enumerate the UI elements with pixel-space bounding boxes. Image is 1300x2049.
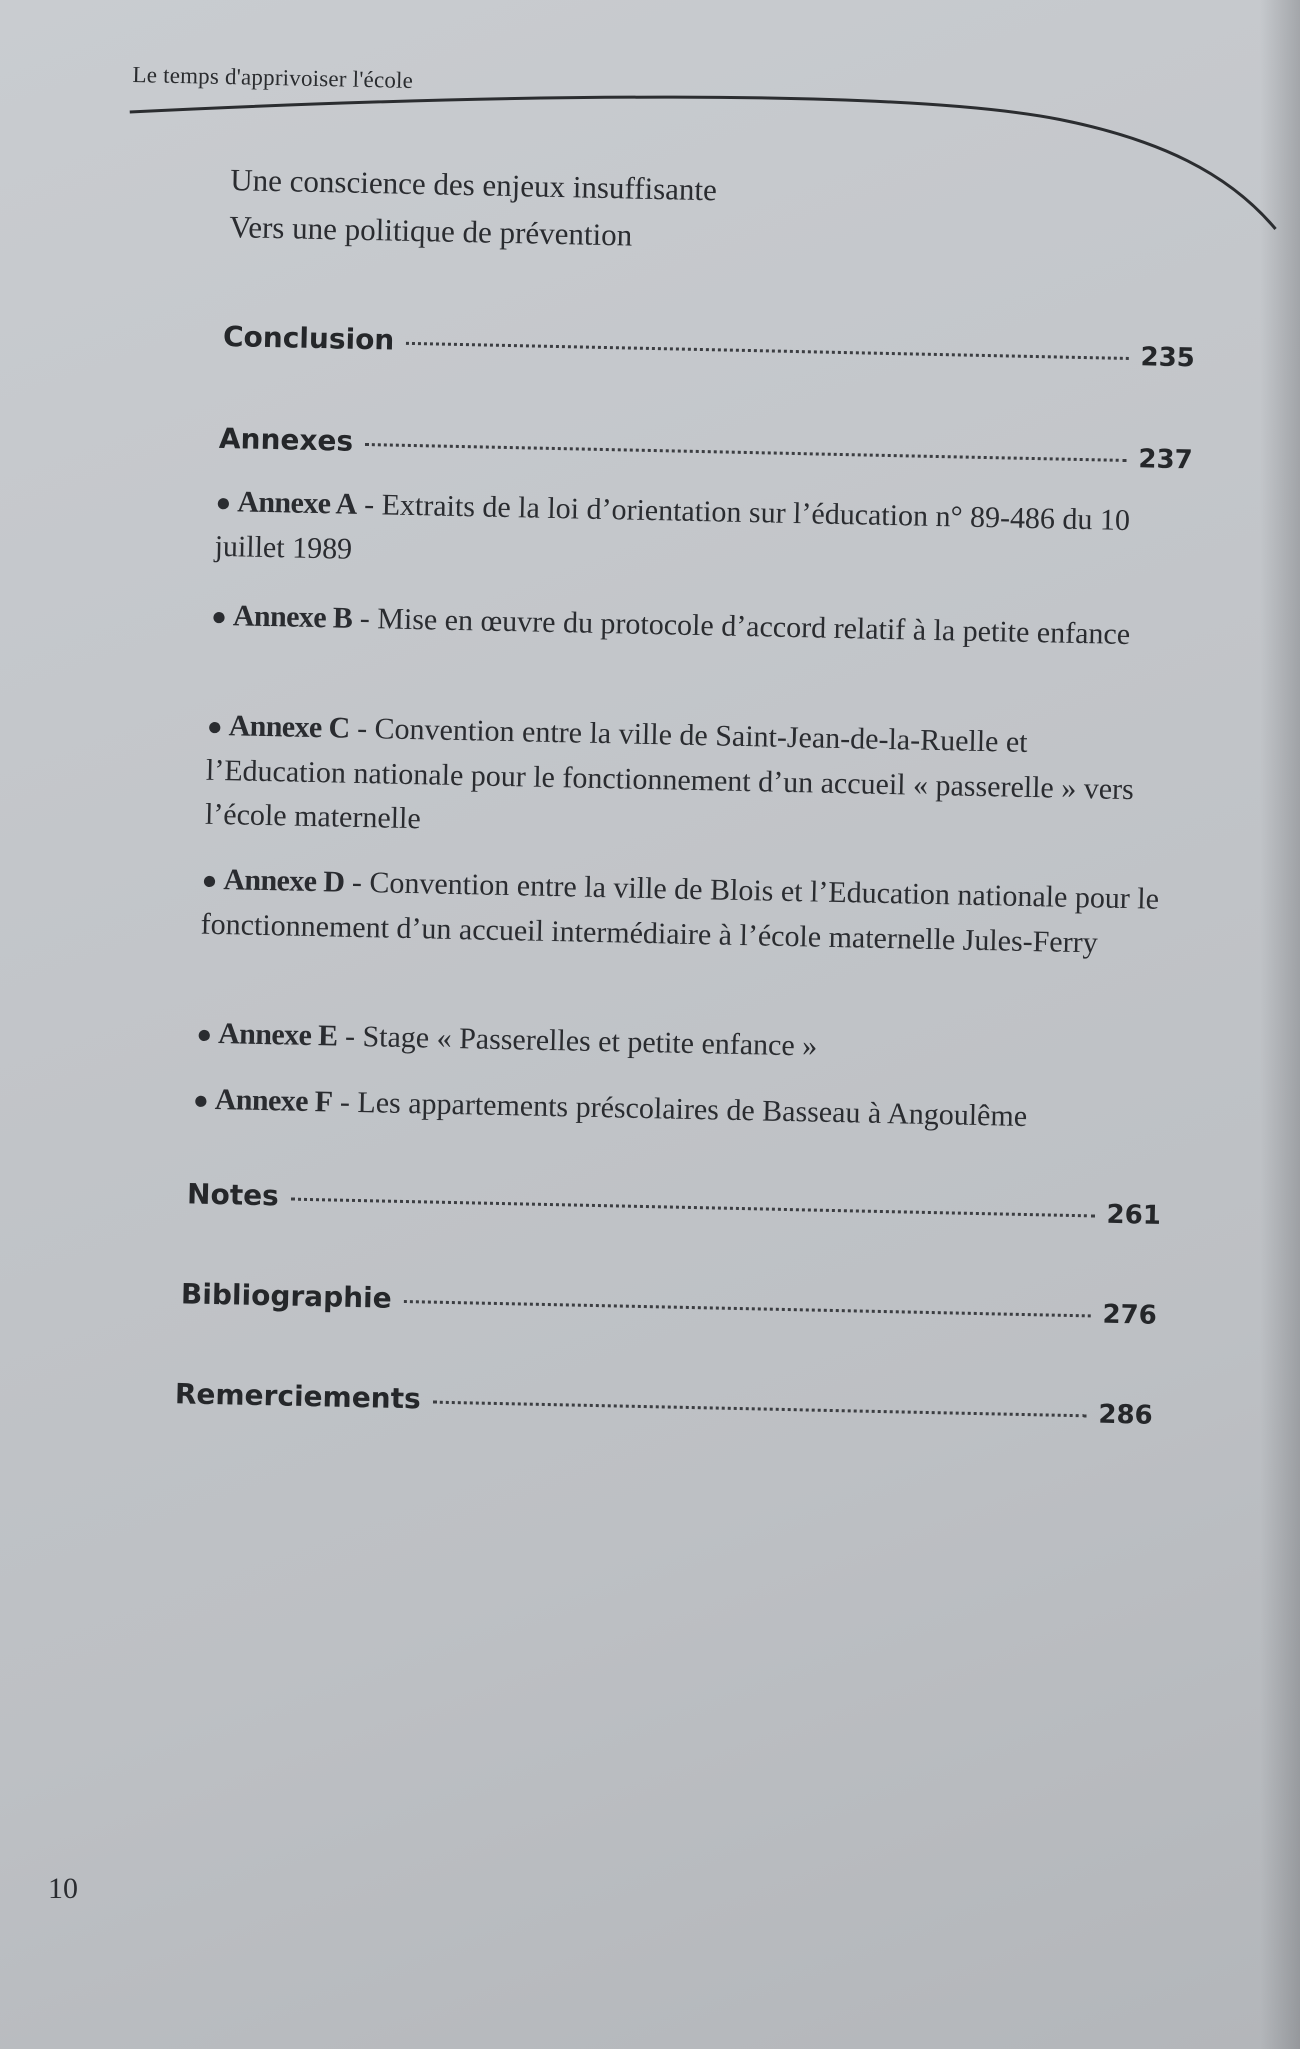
intro-line-1: Une conscience des enjeux insuffisante bbox=[229, 162, 718, 208]
running-header: Le temps d'apprivoiser l'école bbox=[132, 62, 414, 93]
annex-item-b bbox=[211, 594, 1174, 659]
toc-entry-bibliographie bbox=[181, 1277, 1157, 1330]
annex-description: - Mise en œuvre du protocole d’accord relatif à la petite enfance bbox=[351, 601, 1131, 652]
dot-leader bbox=[433, 1401, 1087, 1418]
annex-title: Annexe E bbox=[217, 1017, 338, 1053]
toc-entry-notes bbox=[187, 1177, 1161, 1230]
toc-label: Notes bbox=[186, 1177, 280, 1213]
annex-title: Annexe F bbox=[214, 1082, 333, 1119]
annex-item-a bbox=[214, 480, 1176, 589]
toc-page-number: 276 bbox=[1102, 1299, 1158, 1331]
toc-entry-remerciements bbox=[175, 1377, 1153, 1430]
annex-description: - Extraits de la loi d’orientation sur l’éducation n° 89-486 du 10 juillet 1989 bbox=[214, 487, 1131, 566]
annex-description: - Les appartements préscolaires de Basseau à Angoulême bbox=[332, 1085, 1028, 1134]
annex-item-f bbox=[193, 1078, 1164, 1143]
toc-entry-annexes bbox=[219, 422, 1193, 475]
toc-label: Bibliographie bbox=[180, 1277, 393, 1315]
toc-page-number: 261 bbox=[1106, 1199, 1162, 1231]
toc-label: Conclusion bbox=[222, 320, 395, 357]
annex-item-c bbox=[205, 704, 1172, 857]
bullet-icon: ● bbox=[201, 865, 218, 895]
bullet-icon: ● bbox=[196, 1019, 213, 1049]
annex-title: Annexe B bbox=[232, 599, 353, 635]
toc-label: Annexes bbox=[218, 421, 354, 458]
dot-leader bbox=[291, 1198, 1095, 1218]
annex-description: - Convention entre la ville de Saint-Jean-de-la-Ruelle et l’Education nationale pour le fonctionnement d’un accueil « passerelle » vers l’école maternelle bbox=[204, 711, 1135, 836]
toc-page-number: 286 bbox=[1098, 1399, 1153, 1431]
bullet-icon: ● bbox=[206, 711, 223, 742]
dot-leader bbox=[404, 1300, 1091, 1317]
toc-page-number: 237 bbox=[1138, 444, 1194, 476]
bullet-icon: ● bbox=[192, 1085, 210, 1115]
annex-description: - Stage « Passerelles et petite enfance » bbox=[337, 1019, 818, 1063]
annex-description: - Convention entre la ville de Blois et l’Education nationale pour le fonctionnement d’un accueil intermédiaire à l’école maternelle Jules-Ferry bbox=[200, 865, 1160, 960]
dot-leader bbox=[365, 443, 1126, 462]
annex-title: Annexe A bbox=[236, 485, 358, 521]
annex-item-d bbox=[200, 858, 1168, 967]
bullet-icon: ● bbox=[215, 487, 232, 518]
toc-entry-conclusion bbox=[223, 320, 1195, 373]
annex-title: Annexe C bbox=[228, 709, 350, 745]
header-curved-rule bbox=[0, 0, 1300, 284]
dot-leader bbox=[406, 342, 1128, 360]
toc-page-number: 235 bbox=[1140, 342, 1196, 374]
bullet-icon: ● bbox=[210, 601, 228, 632]
annex-item-e bbox=[196, 1012, 1165, 1077]
annex-title: Annexe D bbox=[223, 863, 345, 899]
page-number: 10 bbox=[48, 1872, 78, 1905]
toc-label: Remerciements bbox=[174, 1377, 422, 1416]
intro-line-2: Vers une politique de prévention bbox=[229, 209, 633, 253]
